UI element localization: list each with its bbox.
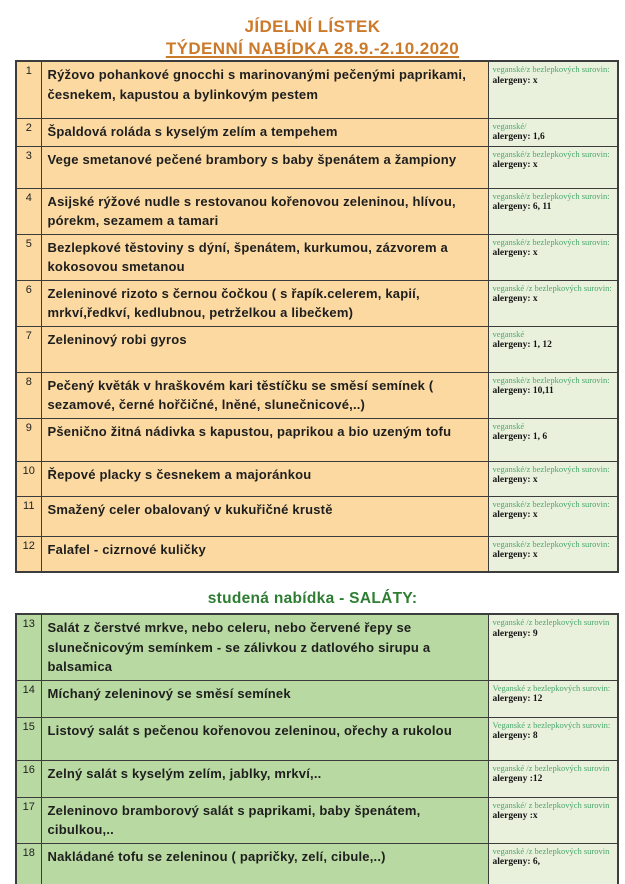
row-number: 11 [16,496,41,536]
row-number: 13 [16,614,41,680]
dish-description: Řepové placky s česnekem a majoránkou [41,461,488,496]
diet-type-label: veganské /z bezlepkových surovin [492,617,610,628]
allergen-cell [488,372,618,418]
dish-description: Smažený celer obalovaný v kukuřičné krustě [41,496,488,536]
dish-description: Salát z čerstvé mrkve, nebo celeru, nebo červené řepy se slunečnicovým semínkem - se zálivkou z datlového sirupu a balsamica [41,614,488,680]
allergen-cell [488,614,618,680]
row-number: 6 [16,280,41,326]
dish-description: Pšenično žitná nádivka s kapustou, paprikou a bio uzeným tofu [41,418,488,461]
dish-description: Zeleninový robi gyros [41,326,488,372]
allergen-cell [488,326,618,372]
diet-type-label: veganské/z bezlepkových surovin: [492,190,610,201]
dish-description: Míchaný zeleninový se směsí semínek [41,680,488,717]
menu-row [16,418,618,461]
row-number: 18 [16,843,41,884]
section-title-salads: studená nabídka - SALÁTY: [207,590,418,608]
row-number: 4 [16,188,41,234]
diet-type-label: veganské/z bezlepkových surovin: [492,374,610,385]
allergen-cell [488,797,618,843]
diet-type-label: veganské /z bezlepkových surovin [492,845,610,856]
dish-description: Falafel - cizrnové kuličky [41,536,488,572]
dish-description: Nakládané tofu se zeleninou ( papričky, zelí, cibule,..) [41,843,488,884]
allergen-value: alergeny: x [492,550,538,561]
diet-type-label: Veganské z bezlepkových surovin: [492,682,611,693]
allergen-value: alergeny: 1, 6 [492,432,548,443]
allergen-value: alergeny: x [492,160,538,171]
allergen-value: alergeny :12 [492,774,543,785]
diet-type-label: veganské/z bezlepkových surovin: [492,498,610,509]
allergen-cell [488,188,618,234]
diet-type-label: veganské/z bezlepkových surovin: [492,64,610,75]
menu-row [16,61,618,118]
page-subtitle-week-range: TÝDENNÍ NABÍDKA 28.9.-2.10.2020 [165,39,460,59]
diet-type-label: veganské /z bezlepkových surovin [492,762,610,773]
dish-description: Asijské rýžové nudle s restovanou kořenovou zeleninou, hlívou, pórekm, sezamem a tamari [41,188,488,234]
row-number: 15 [16,717,41,760]
allergen-value: alergeny: x [492,248,538,259]
allergen-value: alergeny: 1,6 [492,132,545,143]
allergen-cell [488,118,618,146]
allergen-value: alergeny: x [492,510,538,521]
row-number: 14 [16,680,41,717]
menu-row [16,372,618,418]
allergen-cell [488,418,618,461]
dish-description: Zeleninovo bramborový salát s paprikami, baby špenátem, cibulkou,.. [41,797,488,843]
row-number: 7 [16,326,41,372]
row-number: 17 [16,797,41,843]
allergen-value: alergeny: 12 [492,694,543,705]
allergen-cell [488,680,618,717]
diet-type-label: Veganské z bezlepkových surovin: [492,719,611,730]
diet-type-label: veganské/z bezlepkových surovin: [492,148,610,159]
dish-description: Zeleninové rizoto s černou čočkou ( s řapík.celerem, kapií, mrkví,ředkví, kedlubnou, petrželkou a libečkem) [41,280,488,326]
page-title: JÍDELNÍ LÍSTEK [244,17,381,36]
allergen-cell [488,234,618,280]
dish-description: Listový salát s pečenou kořenovou zeleninou, ořechy a rukolou [41,717,488,760]
diet-type-label: veganské/z bezlepkových surovin: [492,463,610,474]
menu-row [16,461,618,496]
allergen-value: alergeny: 9 [492,628,538,639]
menu-row [16,146,618,188]
diet-type-label: veganské [492,328,525,339]
row-number: 16 [16,760,41,797]
menu-row [16,536,618,572]
menu-row [16,188,618,234]
menu-row [16,680,618,717]
allergen-cell [488,61,618,118]
row-number: 10 [16,461,41,496]
row-number: 8 [16,372,41,418]
diet-type-label: veganské/ [492,120,527,131]
allergen-value: alergeny :x [492,811,538,822]
diet-type-label: veganské [492,420,525,431]
menu-row [16,326,618,372]
allergen-cell [488,146,618,188]
salads-table [15,613,619,884]
row-number: 9 [16,418,41,461]
diet-type-label: veganské /z bezlepkových surovin: [492,282,612,293]
allergen-value: alergeny: x [492,475,538,486]
dish-description: Vege smetanové pečené brambory s baby špenátem a žampiony [41,146,488,188]
menu-row [16,280,618,326]
menu-row [16,717,618,760]
allergen-cell [488,536,618,572]
allergen-value: alergeny: x [492,75,538,86]
menu-row [16,614,618,680]
menu-row [16,118,618,146]
allergen-value: alergeny: x [492,294,538,305]
row-number: 12 [16,536,41,572]
diet-type-label: veganské/z bezlepkových surovin: [492,236,610,247]
row-number: 5 [16,234,41,280]
dish-description: Pečený květák v hraškovém kari těstíčku se směsí semínek ( sezamové, černé hořčičné, lněné, slunečnicové,..) [41,372,488,418]
allergen-value: alergeny: 8 [492,731,538,742]
dish-description: Špaldová roláda s kyselým zelím a tempehem [41,118,488,146]
menu-row [16,760,618,797]
allergen-cell [488,717,618,760]
menu-row [16,843,618,884]
row-number: 3 [16,146,41,188]
dish-description: Bezlepkové těstoviny s dýní, špenátem, kurkumou, zázvorem a kokosovou smetanou [41,234,488,280]
allergen-cell [488,496,618,536]
hot-dishes-table [15,60,619,573]
allergen-value: alergeny: 10,11 [492,386,554,397]
row-number: 2 [16,118,41,146]
allergen-cell [488,843,618,884]
allergen-cell [488,280,618,326]
row-number: 1 [16,61,41,118]
allergen-value: alergeny: 6, [492,857,540,868]
diet-type-label: veganské/ z bezlepkových surovin [492,799,610,810]
dish-description: Zelný salát s kyselým zelím, jablky, mrkví,.. [41,760,488,797]
menu-row [16,234,618,280]
allergen-cell [488,461,618,496]
diet-type-label: veganské/z bezlepkových surovin: [492,538,610,549]
allergen-value: alergeny: 1, 12 [492,340,552,351]
menu-row [16,797,618,843]
menu-row [16,496,618,536]
allergen-cell [488,760,618,797]
allergen-value: alergeny: 6, 11 [492,202,552,213]
dish-description: Rýžovo pohankové gnocchi s marinovanými pečenými paprikami, česnekem, kapustou a bylinkovým pestem [41,61,488,118]
